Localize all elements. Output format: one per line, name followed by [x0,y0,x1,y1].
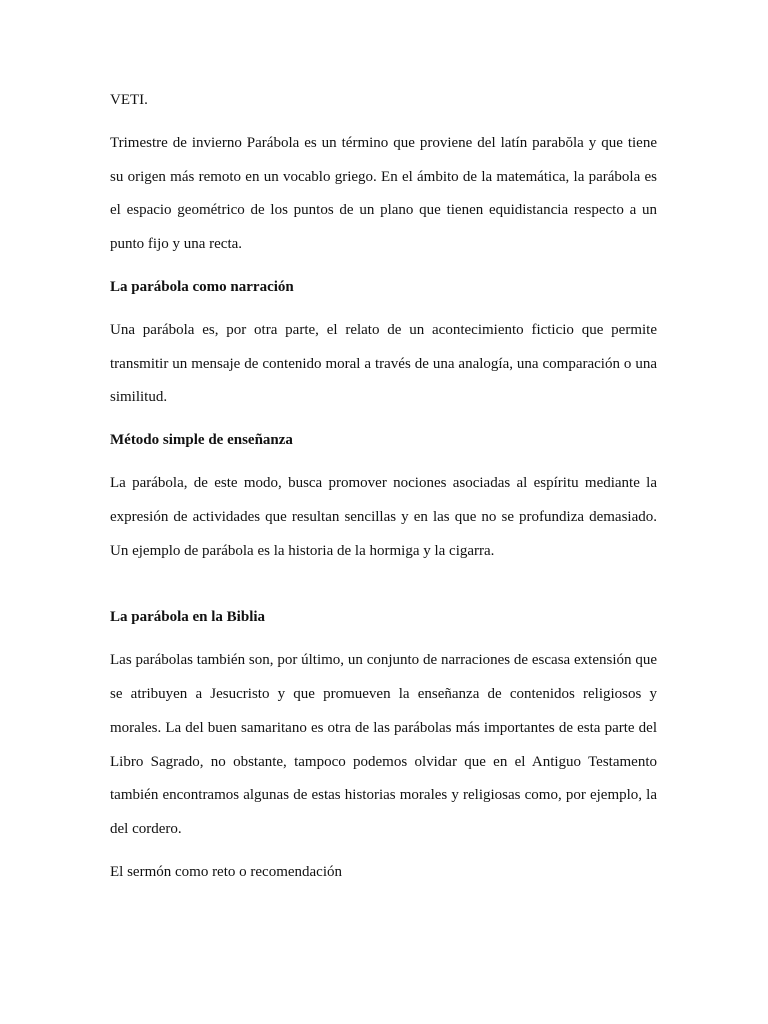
section-heading-narration: La parábola como narración [110,278,294,295]
paragraph-definition: Trimestre de invierno Parábola es un término que proviene del latín parabŏla y que tiene su origen más remoto en un vocablo griego. En el ámbito de la matemática, la parábola es el espacio geométrico de los puntos de un plano que tienen equidistancia respecto a un punto fijo y una recta. [110,134,657,253]
section-heading-teaching-method: Método simple de enseñanza [110,432,293,449]
paragraph-bible: Las parábolas también son, por último, un conjunto de narraciones de escasa extensión que se atribuyen a Jesucristo y que promueven la enseñanza de contenidos religiosos y morales. La del buen samaritano es otra de las parábolas más importantes de esta parte del Libro Sagrado, no obstante, tampoco podemos olvidar que en el Antiguo Testamento también encontramos algunas de estas historias morales y religiosas como, por ejemplo, la del cordero. [110,652,657,838]
intro-label: VETI. [110,92,148,108]
document-body [110,84,657,899]
closing-line: El sermón como reto o recomendación [110,863,343,880]
paragraph-teaching-method: La parábola, de este modo, busca promover nociones asociadas al espíritu mediante la expresión de actividades que resultan sencillas y en las que no se profundiza demasiado. Un ejemplo de parábola es la historia de la hormiga y la cigarra. [110,474,657,559]
paragraph-narration: Una parábola es, por otra parte, el relato de un acontecimiento ficticio que permite transmitir un mensaje de contenido moral a través de una analogía, una comparación o una similitud. [110,321,657,406]
section-heading-bible: La parábola en la Biblia [110,609,266,626]
